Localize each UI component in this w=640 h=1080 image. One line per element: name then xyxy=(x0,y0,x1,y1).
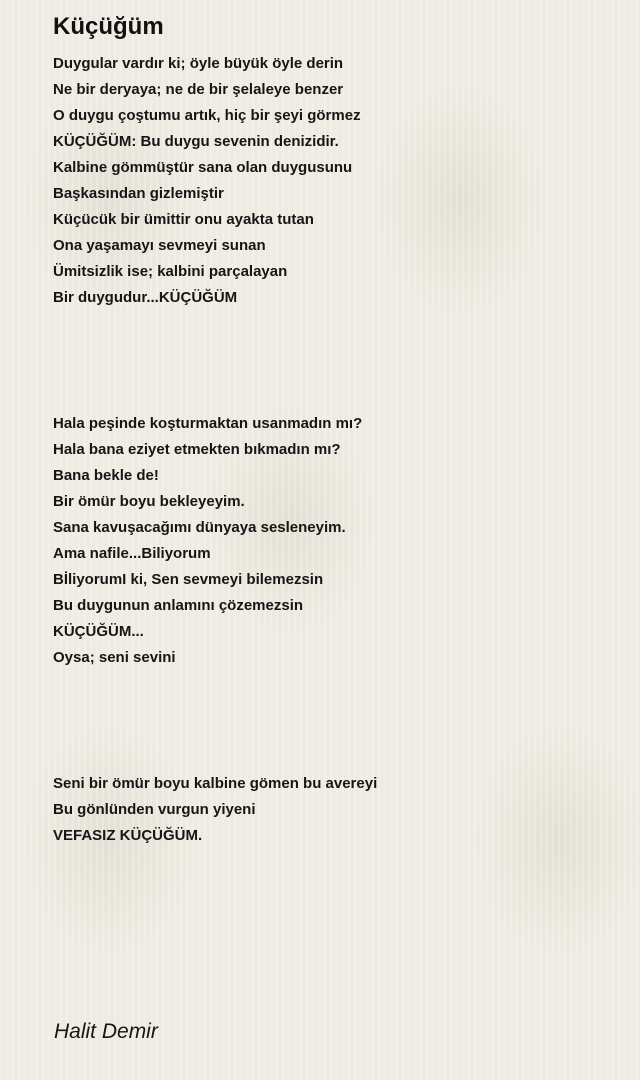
poem-line: Bir duygudur...KÜÇÜĞÜM xyxy=(53,289,238,306)
poem-line: Bir ömür boyu bekleyeyim. xyxy=(53,493,245,510)
poem-line: Sana kavuşacağımı dünyaya sesleneyim. xyxy=(53,519,346,536)
poem-line: KÜÇÜĞÜM: Bu duygu sevenin denizidir. xyxy=(53,133,339,150)
poem-line: O duygu çoştumu artık, hiç bir şeyi görmez xyxy=(53,107,361,124)
poem-line: Ama nafile...Biliyorum xyxy=(53,545,211,562)
stanza-3 xyxy=(53,771,377,849)
poem-line: Duygular vardır ki; öyle büyük öyle derin xyxy=(53,55,344,72)
stanza-2 xyxy=(53,411,362,671)
poem-line: VEFASIZ KÜÇÜĞÜM. xyxy=(53,827,203,844)
poem-line: Küçücük bir ümittir onu ayakta tutan xyxy=(53,211,314,228)
poem-line: Ümitsizlik ise; kalbini parçalayan xyxy=(53,263,288,280)
poem-line: Bu gönlünden vurgun yiyeni xyxy=(53,801,256,818)
poem-line: Hala peşinde koşturmaktan usanmadın mı? xyxy=(53,415,363,432)
poem-line: Ne bir deryaya; ne de bir şelaleye benzer xyxy=(53,81,344,98)
stanza-1 xyxy=(53,51,361,311)
poem-title: Küçüğüm xyxy=(53,13,164,40)
poem-line: Başkasından gizlemiştir xyxy=(53,185,224,202)
poem-line: Bana bekle de! xyxy=(53,467,159,484)
poem-line: Oysa; seni sevini xyxy=(53,649,176,666)
poem-line: BİliyorumI ki, Sen sevmeyi bilemezsin xyxy=(53,571,324,588)
poem-line: Hala bana eziyet etmekten bıkmadın mı? xyxy=(53,441,341,458)
poem-line: KÜÇÜĞÜM... xyxy=(53,623,144,640)
poem-line: Bu duygunun anlamını çözemezsin xyxy=(53,597,304,614)
poem-line: Seni bir ömür boyu kalbine gömen bu avereyi xyxy=(53,775,378,792)
poem-line: Ona yaşamayı sevmeyi sunan xyxy=(53,237,266,254)
poem-line: Kalbine gömmüştür sana olan duygusunu xyxy=(53,159,353,176)
author-name: Halit Demir xyxy=(54,1020,158,1043)
